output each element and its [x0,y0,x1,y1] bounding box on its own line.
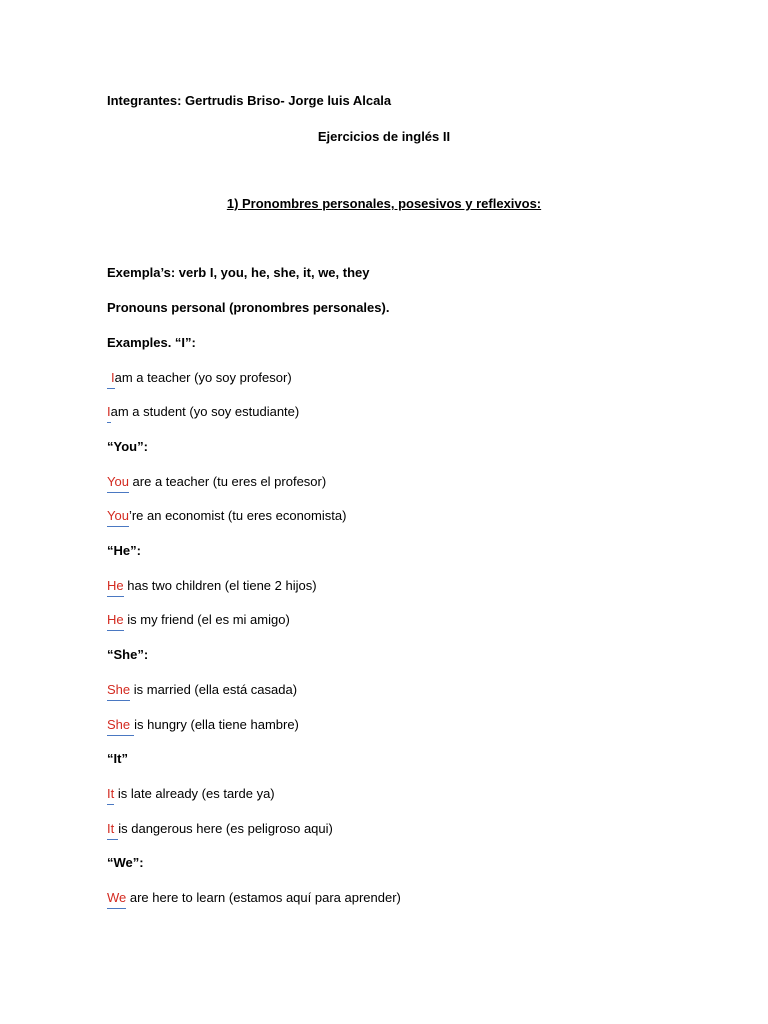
pronouns-heading: Pronouns personal (pronombres personales). [107,300,390,315]
pronoun-word: We [107,890,127,905]
sentence-line [107,369,292,387]
pronoun-word: I [107,369,115,387]
sentence-text: is my friend (el es mi amigo) [123,612,290,627]
sentence-text: is late already (es tarde ya) [114,786,275,801]
sentence-text: ’re an economist (tu eres economista) [128,508,347,523]
sentence-line [107,473,326,491]
sentence-line [107,785,275,803]
group-label-you: “You”: [107,439,148,454]
members-line: Integrantes: Gertrudis Briso- Jorge luis Alcala [107,93,392,108]
group-label-we: “We”: [107,855,144,870]
pronoun-word: You [107,474,129,489]
pronoun-word: He [107,578,124,593]
sentence-text: is married (ella está casada) [130,682,298,697]
sentence-line [107,611,290,629]
sentence-text: is hungry (ella tiene hambre) [134,717,299,732]
group-label-she: “She”: [107,647,149,662]
sentence-text: has two children (el tiene 2 hijos) [123,578,317,593]
pronoun-word: She [107,716,134,734]
pronoun-word: I [107,404,111,419]
pronoun-word: He [107,612,124,627]
sentence-text: am a student (yo soy estudiante) [110,404,300,419]
sentence-line [107,716,299,734]
pronoun-word: It [107,820,118,838]
pronoun-word: You [107,508,129,523]
pronoun-word: She [107,682,131,697]
sentence-line [107,889,401,907]
sentence-text: am a teacher (yo soy profesor) [114,370,292,385]
document-title: Ejercicios de inglés II [317,129,451,144]
group-label-it: “It” [107,751,128,766]
group-label-i: Examples. “I”: [107,335,196,350]
pronoun-word: It [107,786,115,801]
sentence-line [107,507,346,525]
section-heading: 1) Pronombres personales, posesivos y reflexivos: [226,196,542,211]
sentence-line [107,681,297,699]
example-line: Exempla’s: verb I, you, he, she, it, we, they [107,265,370,280]
sentence-text: is dangerous here (es peligroso aqui) [118,821,333,836]
sentence-line [107,820,333,838]
sentence-line [107,403,299,421]
sentence-text: are a teacher (tu eres el profesor) [128,474,327,489]
group-label-he: “He”: [107,543,141,558]
sentence-line [107,577,317,595]
sentence-text: are here to learn (estamos aquí para aprender) [126,890,401,905]
